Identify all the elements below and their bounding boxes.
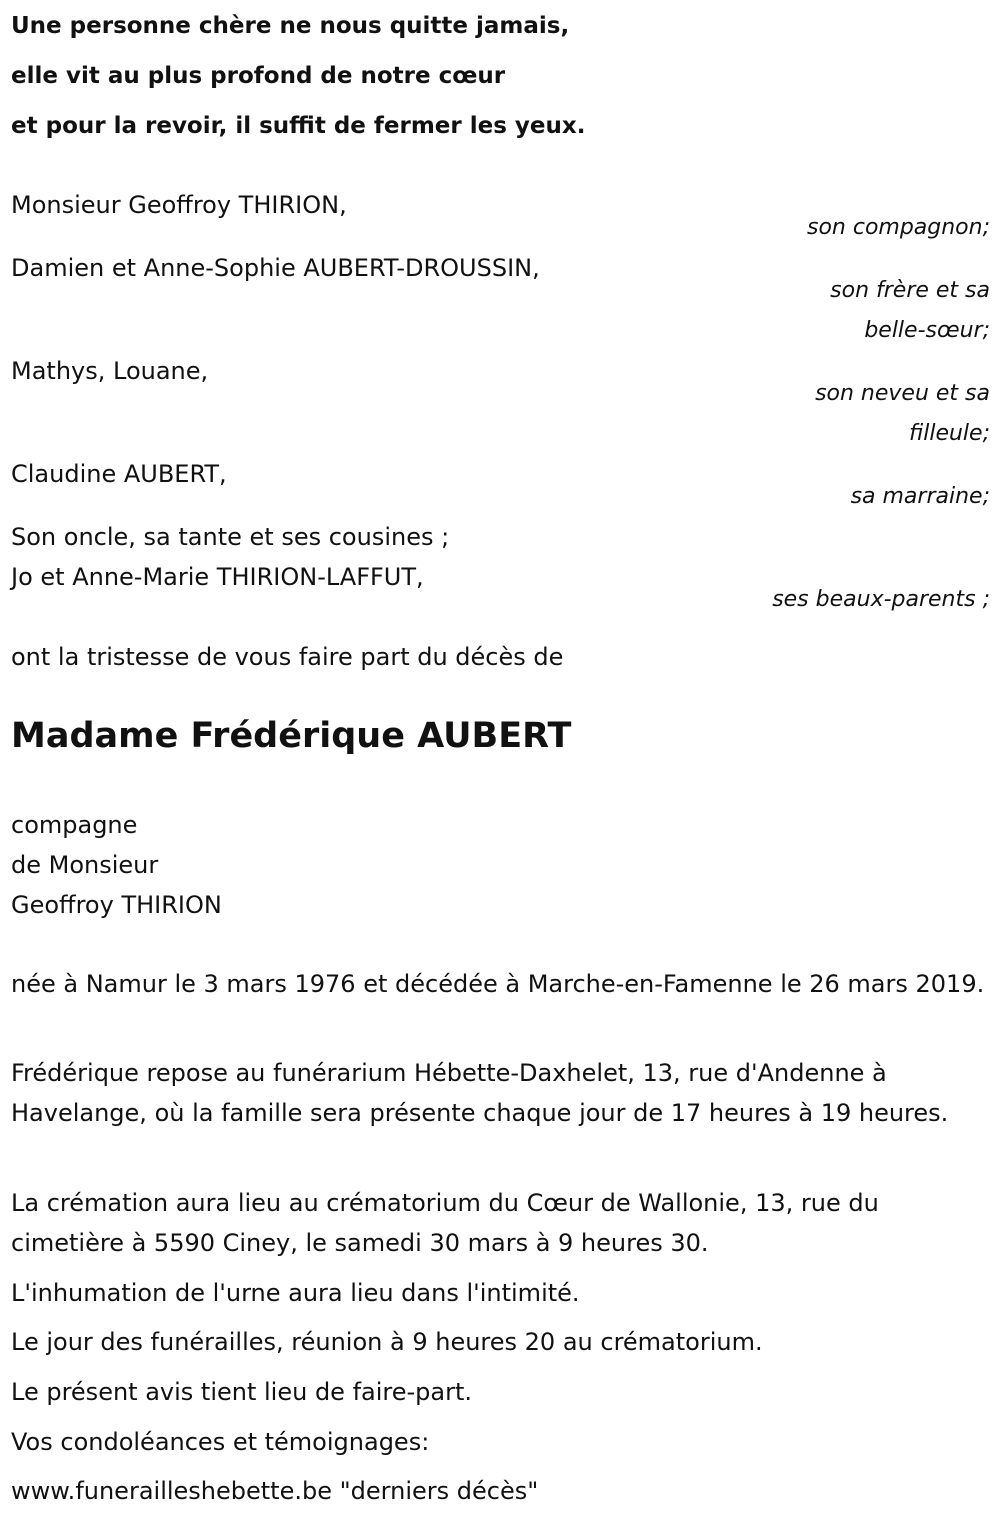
- notice-text: Le présent avis tient lieu de faire-part.: [11, 1378, 473, 1406]
- meeting-details: Le jour des funérailles, réunion à 9 heures 20 au crématorium.: [11, 1328, 763, 1356]
- family-member-name: Claudine AUBERT,: [11, 460, 227, 488]
- deceased-name: Madame Frédérique AUBERT: [11, 716, 572, 756]
- family-member-name: Mathys, Louane,: [11, 357, 209, 385]
- family-member-relation: sa marraine;: [850, 484, 990, 509]
- family-member-relation: ses beaux-parents ;: [772, 587, 990, 612]
- birth-death-details: née à Namur le 3 mars 1976 et décédée à Marche-en-Famenne le 26 mars 2019.: [11, 970, 985, 998]
- family-member-name: Monsieur Geoffroy THIRION,: [11, 191, 347, 219]
- condolences-label: Vos condoléances et témoignages:: [11, 1428, 430, 1456]
- quote-line-2: elle vit au plus profond de notre cœur: [11, 63, 506, 89]
- family-member-relation: son frère et sa: [830, 278, 990, 303]
- family-member-relation: belle-sœur;: [864, 318, 990, 343]
- quote-line-3: et pour la revoir, il suffit de fermer les yeux.: [11, 113, 586, 139]
- partner-line-1: compagne: [11, 811, 138, 839]
- family-member-name: Jo et Anne-Marie THIRION-LAFFUT,: [11, 563, 424, 591]
- partner-line-3: Geoffroy THIRION: [11, 891, 222, 919]
- family-member-relation: son compagnon;: [806, 215, 990, 240]
- quote-line-1: Une personne chère ne nous quitte jamais,: [11, 13, 570, 39]
- announcement-text: ont la tristesse de vous faire part du décès de: [11, 643, 564, 671]
- inhumation-details: L'inhumation de l'urne aura lieu dans l'intimité.: [11, 1279, 580, 1307]
- family-member-relation: son neveu et sa: [815, 381, 990, 406]
- family-member-name: Son oncle, sa tante et ses cousines ;: [11, 523, 450, 551]
- funerarium-details: Frédérique repose au funérarium Hébette-Daxhelet, 13, rue d'Andenne à Havelange, où la famille sera présente chaque jour de 17 heures à 19 heures.: [11, 1059, 949, 1127]
- cremation-details: La crémation aura lieu au crématorium du Cœur de Wallonie, 13, rue du cimetière à 5590 Ciney, le samedi 30 mars à 9 heures 30.: [11, 1189, 879, 1257]
- website-link[interactable]: www.funerailleshebette.be "derniers décès": [11, 1477, 539, 1505]
- family-member-relation: filleule;: [909, 421, 990, 446]
- partner-line-2: de Monsieur: [11, 851, 159, 879]
- family-member-name: Damien et Anne-Sophie AUBERT-DROUSSIN,: [11, 254, 540, 282]
